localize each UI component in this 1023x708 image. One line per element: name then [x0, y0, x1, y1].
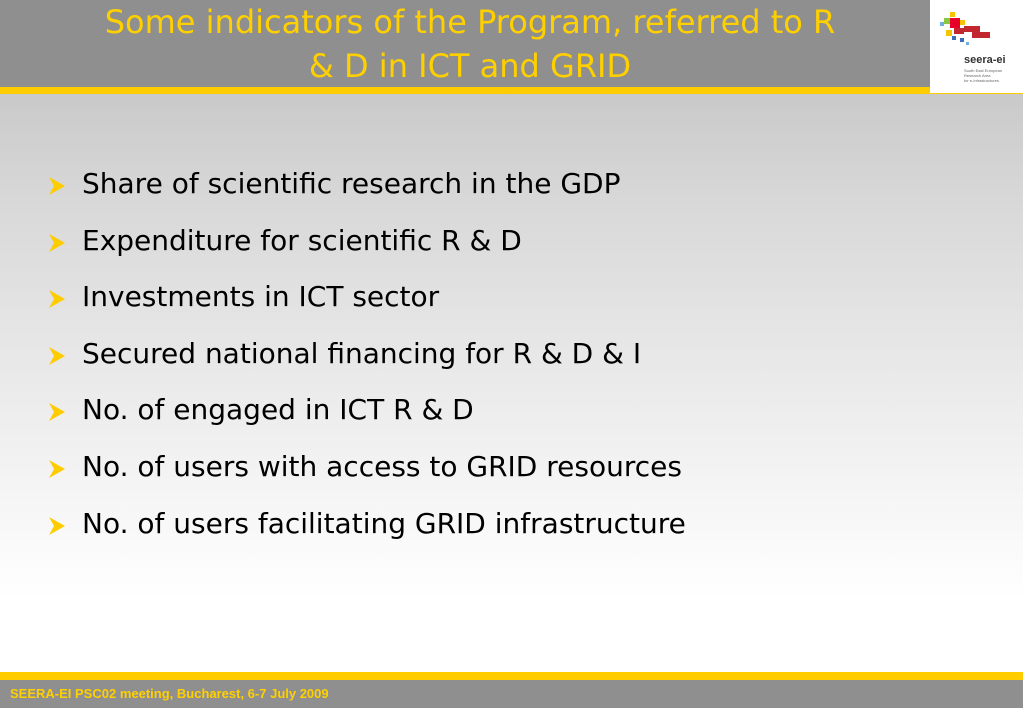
list-item	[46, 448, 686, 505]
arrow-bullet-icon	[46, 458, 68, 480]
list-item	[46, 278, 686, 335]
list-item	[46, 391, 686, 448]
list-item	[46, 165, 686, 222]
seera-ei-logo-mark-icon	[938, 8, 998, 50]
list-item-text: Share of scientific research in the GDP	[82, 167, 621, 200]
list-item-text: Expenditure for scientific R & D	[82, 223, 522, 257]
list-item-text: No. of engaged in ICT R & D	[82, 393, 474, 427]
footer-text: SEERA-EI PSC02 meeting, Bucharest, 6-7 July 2009	[10, 686, 329, 701]
seera-ei-logo	[930, 0, 1023, 93]
slide-header	[0, 0, 1023, 87]
arrow-bullet-icon	[46, 232, 68, 254]
list-item-text: Secured national financing for R & D & I	[82, 336, 642, 370]
arrow-bullet-icon	[46, 175, 68, 197]
logo-wordmark: seera-ei	[964, 54, 1006, 66]
logo-subtitle: South East European Research Area for e-Infrastructures	[964, 68, 1003, 83]
list-item-text: Investments in ICT sector	[82, 280, 440, 314]
list-item	[46, 505, 686, 562]
list-item	[46, 335, 686, 392]
indicator-list	[46, 165, 686, 561]
arrow-bullet-icon	[46, 515, 68, 537]
list-item	[46, 222, 686, 279]
arrow-bullet-icon	[46, 288, 68, 310]
arrow-bullet-icon	[46, 401, 68, 423]
list-item-text: No. of users facilitating GRID infrastructure	[82, 506, 686, 540]
header-accent-bar	[0, 87, 1023, 94]
arrow-bullet-icon	[46, 345, 68, 367]
slide-footer	[0, 680, 1023, 708]
slide-title	[30, 0, 910, 88]
list-item-text: No. of users with access to GRID resources	[82, 449, 682, 483]
slide-title-line-1: Some indicators of the Program, referred to R	[104, 3, 836, 41]
footer-accent-bar	[0, 672, 1023, 680]
slide-title-line-2: & D in ICT and GRID	[308, 47, 632, 85]
